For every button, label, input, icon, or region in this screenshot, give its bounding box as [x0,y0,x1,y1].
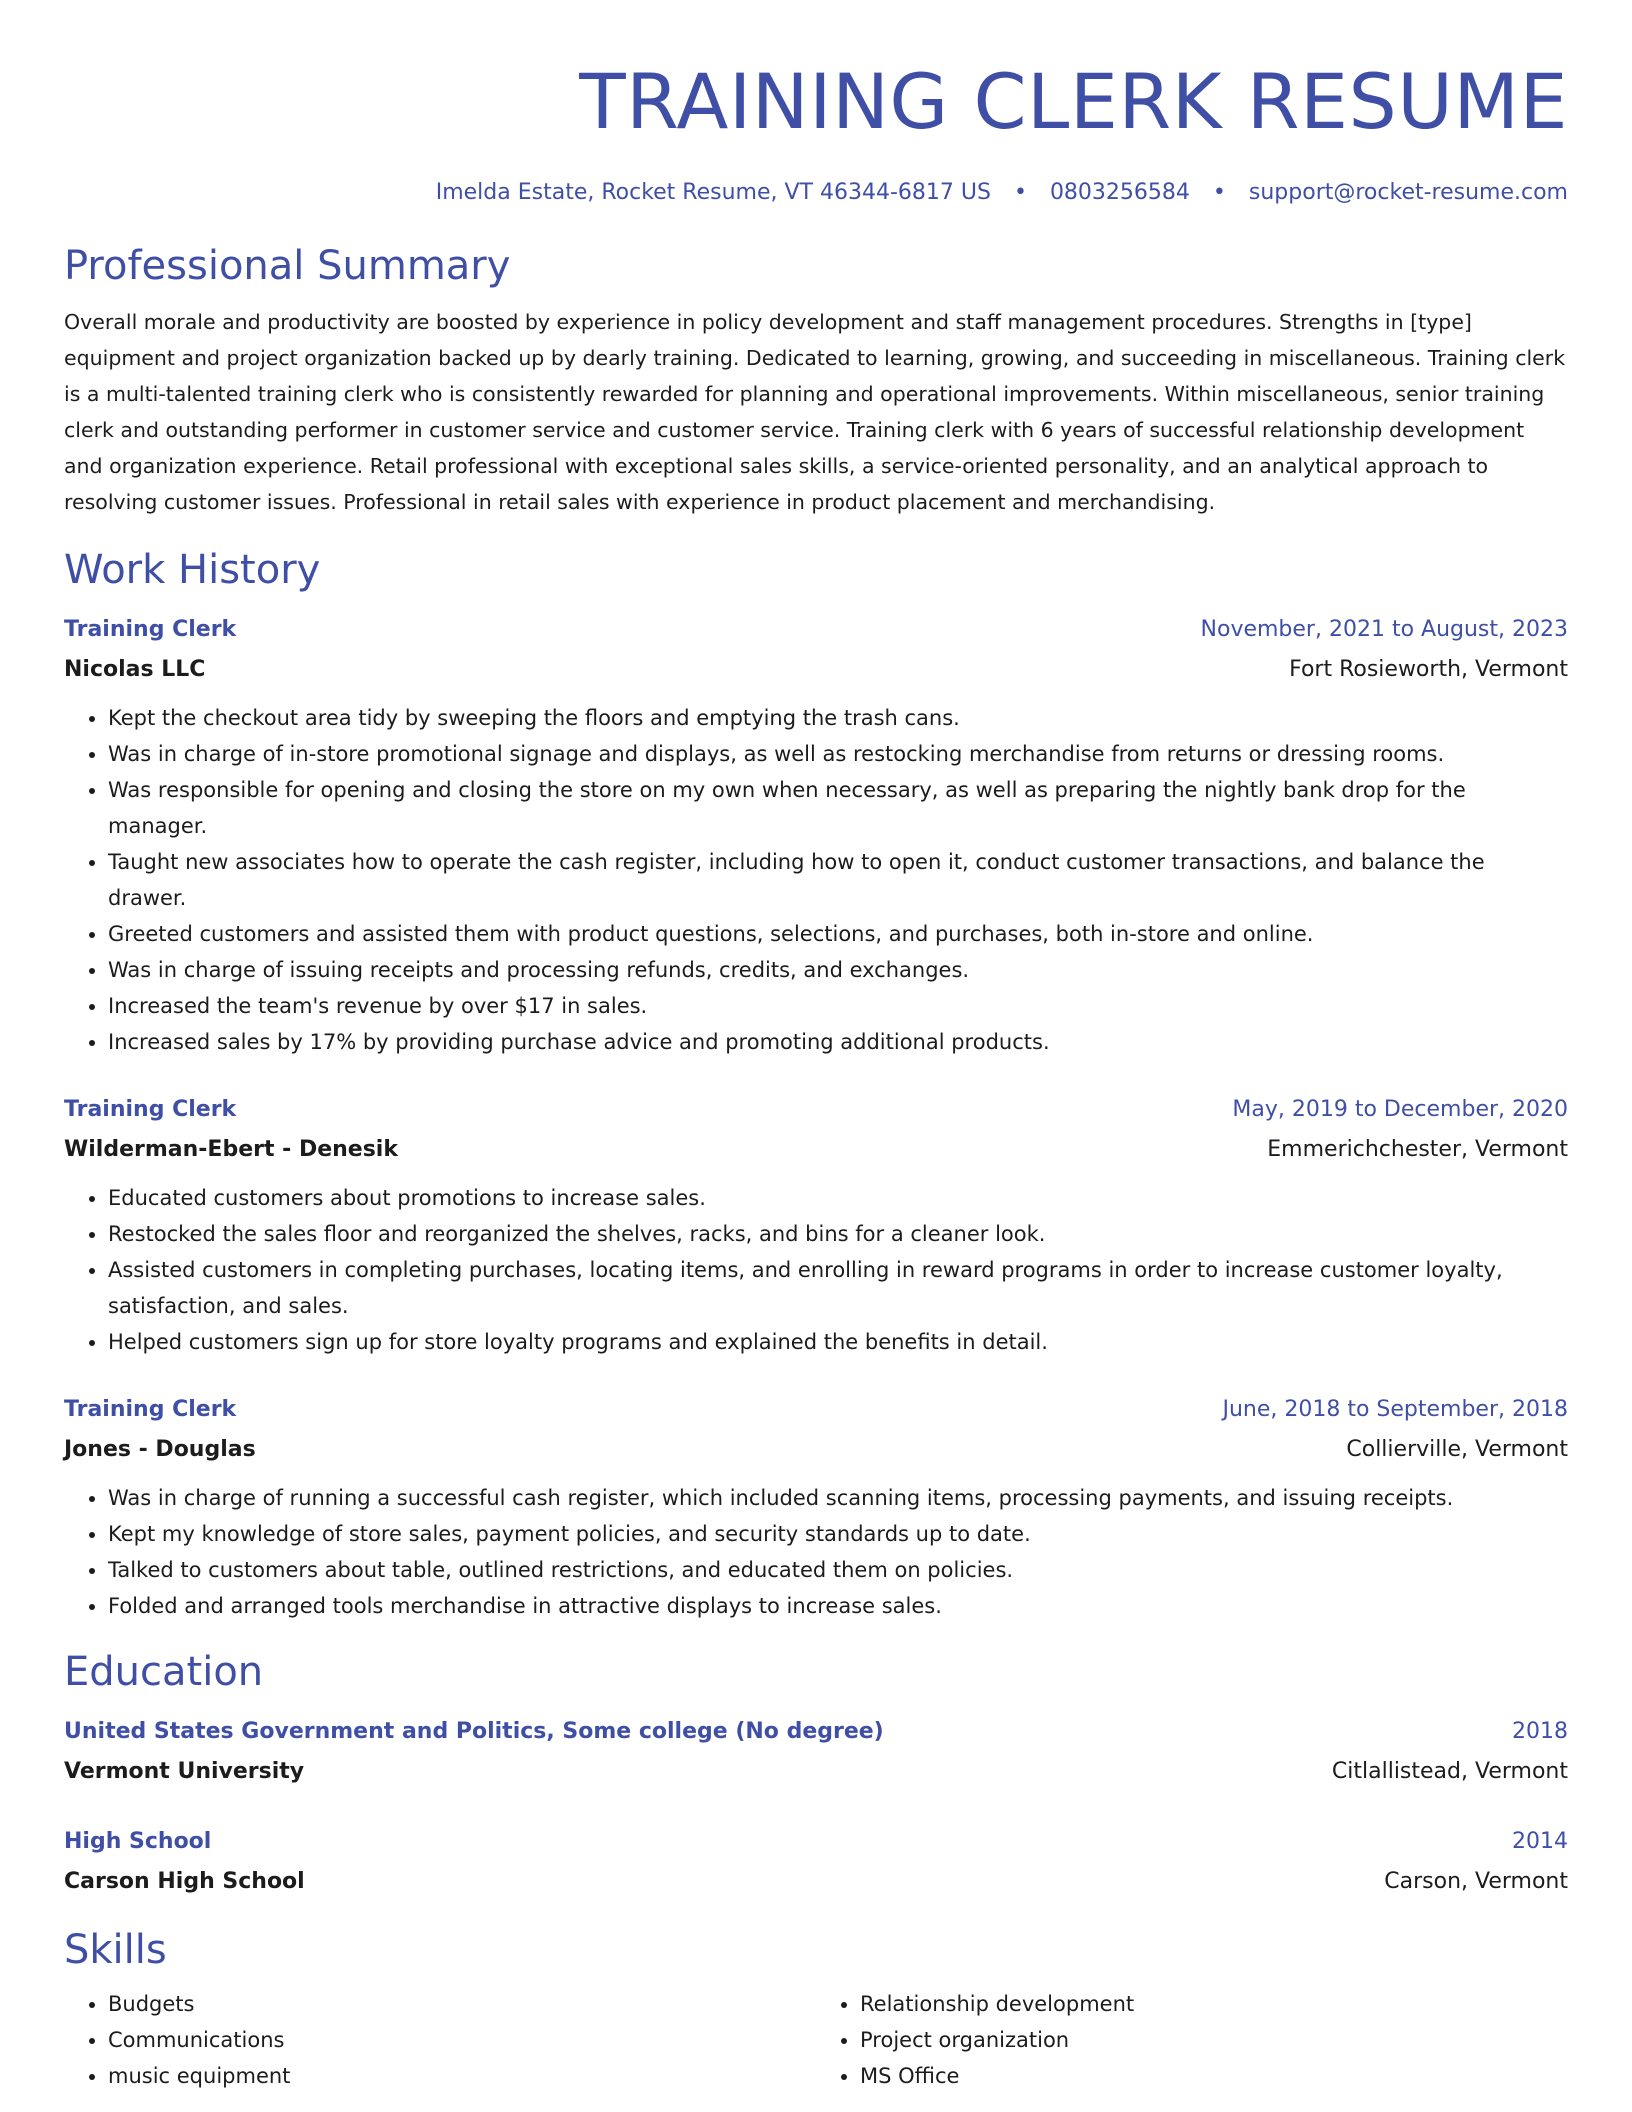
job-location: Collierville, Vermont [1346,1437,1568,1462]
skill-item: • Communications [108,2022,816,2058]
section-heading: Work History [64,547,321,593]
section-heading: Skills [64,1927,167,1973]
contact-email: support@rocket-resume.com [1248,180,1568,205]
skill-item: • Project organization [860,2022,1568,2058]
job-location: Fort Rosieworth, Vermont [1289,657,1568,682]
job-bullet: • Talked to customers about table, outlined restrictions, and educated them on policies. [108,1552,1568,1588]
job-bullet: • Folded and arranged tools merchandise in attractive displays to increase sales. [108,1588,1568,1624]
section-heading: Education [64,1649,264,1695]
education-entry [64,1712,1568,1792]
job-title-row [64,1090,1568,1130]
job-company: Jones - Douglas [64,1437,256,1462]
job-bullet: • Helped customers sign up for store loyalty programs and explained the benefits in detail. [108,1324,1568,1360]
job-dates: May, 2019 to December, 2020 [1232,1097,1568,1122]
job-entry [64,1090,1568,1360]
job-bullet: • Kept my knowledge of store sales, payment policies, and security standards up to date. [108,1516,1568,1552]
contact-separator: • [1013,180,1027,205]
job-bullet: • Restocked the sales floor and reorganized the shelves, racks, and bins for a cleaner look. [108,1216,1568,1252]
job-bullet: • Was in charge of in-store promotional signage and displays, as well as restocking merchandise from returns or dressing rooms. [108,736,1568,772]
job-dates: June, 2018 to September, 2018 [1222,1397,1568,1422]
contact-line [64,178,1568,208]
contact-address: Imelda Estate, Rocket Resume, VT 46344-6817 US [435,180,991,205]
education-school: Vermont University [64,1759,305,1784]
skill-item: • Budgets [108,1986,816,2022]
contact-separator: • [1212,180,1226,205]
job-bullet: • Assisted customers in completing purchases, locating items, and enrolling in reward programs in order to increase customer loyalty, satisfaction, and sales. [108,1252,1568,1324]
education-degree: United States Government and Politics, Some college (No degree) [64,1719,884,1744]
professional-summary-section [64,240,1568,520]
job-bullets [64,1480,1568,1624]
education-section [64,1646,1568,1902]
skill-item: • Relationship development [860,1986,1568,2022]
job-bullet: • Kept the checkout area tidy by sweeping the floors and emptying the trash cans. [108,700,1568,736]
education-school-row [64,1862,1568,1902]
job-entry [64,1390,1568,1624]
contact-phone: 0803256584 [1049,180,1190,205]
job-title: Training Clerk [64,1097,237,1122]
skill-item: • music equipment [108,2058,816,2094]
job-company: Wilderman-Ebert - Denesik [64,1137,398,1162]
job-bullet: • Increased the team's revenue by over $17 in sales. [108,988,1568,1024]
education-entry [64,1822,1568,1902]
job-bullet: • Greeted customers and assisted them with product questions, selections, and purchases, both in-store and online. [108,916,1568,952]
work-history-section [64,544,1568,1624]
job-bullets [64,700,1568,1060]
education-school-row [64,1752,1568,1792]
education-degree-row [64,1712,1568,1752]
education-year: 2014 [1512,1829,1568,1854]
job-location: Emmerichchester, Vermont [1267,1137,1568,1162]
resume-header [64,0,1568,208]
section-heading: Professional Summary [64,243,511,289]
summary-text: Overall morale and productivity are boosted by experience in policy development and staff management procedures. Strengths in [type] equipment and project organization backed up by dearly training. Dedicated to learning, growing, and succeeding in miscellaneous. Training clerk is a multi-talented training clerk who is consistently rewarded for planning and operational improvements. Within miscellaneous, senior training clerk and outstanding performer in customer service and customer service. Training clerk with 6 years of successful relationship development and organization experience. Retail professional with exceptional sales skills, a service-oriented personality, and an analytical approach to resolving customer issues. Professional in retail sales with experience in product placement and merchandising. [64,310,1566,514]
job-company-row [64,1130,1568,1170]
skill-item: • MS Office [860,2058,1568,2094]
job-bullet: • Was in charge of running a successful cash register, which included scanning items, processing payments, and issuing receipts. [108,1480,1568,1516]
skills-section [64,1924,1568,2094]
resume-title: TRAINING CLERK RESUME [579,57,1568,146]
job-title: Training Clerk [64,1397,237,1422]
job-company-row [64,650,1568,690]
job-title-row [64,610,1568,650]
education-degree-row [64,1822,1568,1862]
job-bullet: • Was responsible for opening and closing the store on my own when necessary, as well as preparing the nightly bank drop for the manager. [108,772,1568,844]
job-title: Training Clerk [64,617,237,642]
skills-columns [64,1986,1568,2094]
job-bullet: • Was in charge of issuing receipts and processing refunds, credits, and exchanges. [108,952,1568,988]
skills-list-right [816,1986,1568,2094]
job-dates: November, 2021 to August, 2023 [1200,617,1568,642]
job-title-row [64,1390,1568,1430]
job-company: Nicolas LLC [64,657,206,682]
job-bullet: • Educated customers about promotions to increase sales. [108,1180,1568,1216]
education-degree: High School [64,1829,212,1854]
education-location: Citlallistead, Vermont [1331,1759,1568,1784]
job-entry [64,610,1568,1060]
job-bullet: • Increased sales by 17% by providing purchase advice and promoting additional products. [108,1024,1568,1060]
education-location: Carson, Vermont [1384,1869,1568,1894]
skills-list-left [64,1986,816,2094]
job-bullet: • Taught new associates how to operate the cash register, including how to open it, conduct customer transactions, and balance the drawer. [108,844,1568,916]
job-company-row [64,1430,1568,1470]
education-year: 2018 [1512,1719,1568,1744]
education-school: Carson High School [64,1869,305,1894]
job-bullets [64,1180,1568,1360]
